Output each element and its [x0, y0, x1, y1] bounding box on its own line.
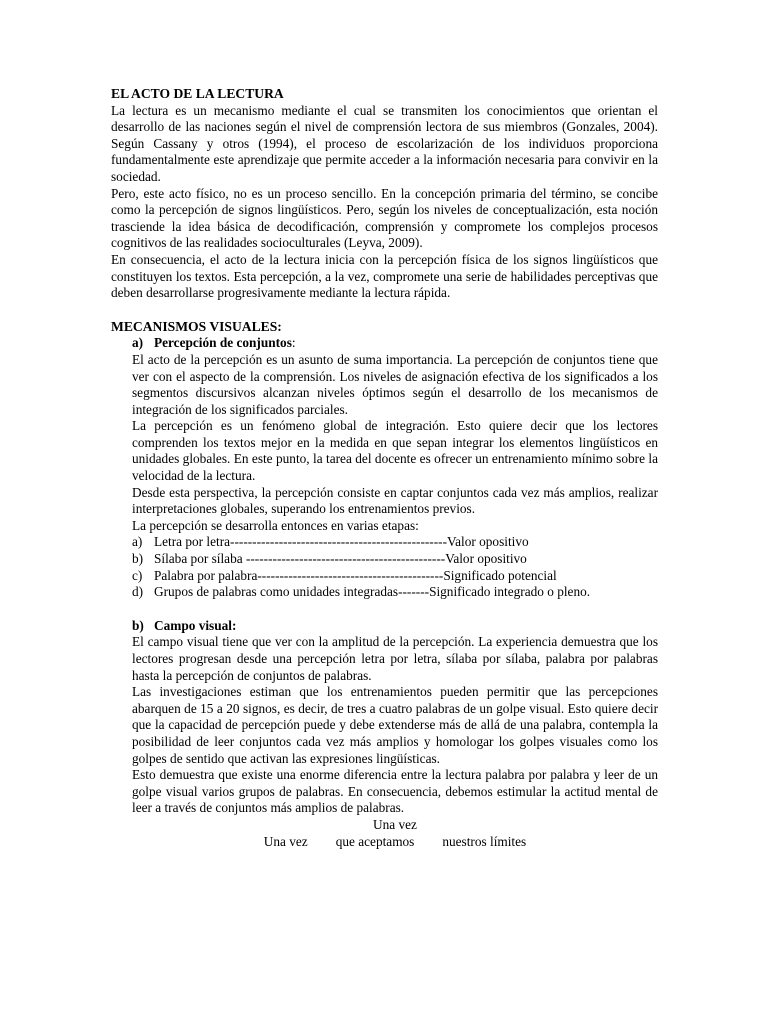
section-a-paragraph-1: El acto de la percepción es un asunto de suma importancia. La percepción de conjuntos tiene que ver con el aspecto de la comprensión. Los niveles de asignación efectiva de los significados a los segmentos discursivos alcanzan niveles óptimos según el desarrollo de los mecanismos de integración de los significados parciales.: [132, 351, 658, 417]
example-word-2: que aceptamos: [335, 833, 415, 849]
list-item: [132, 568, 658, 585]
example-word-1: Una vez: [263, 833, 308, 849]
stage-text-a: Letra por letra-------------------------------------------------Valor opositivo: [154, 534, 529, 550]
stage-label-b: b): [132, 551, 144, 567]
section-b-paragraph-2: Las investigaciones estiman que los entrenamientos pueden permitir que las percepciones abarquen de 15 a 20 signos, es decir, de tres a cuatro palabras de un golpe visual. Esto quiere decir que la capacidad de percepción puede y debe extenderse más de allá de una palabra, contempla la posibilidad de leer conjuntos cada vez más amplios y homologar los golpes visuales como los golpes de sentido que activan las expresiones lingüísticas.: [132, 684, 658, 766]
stage-label-a: a): [132, 534, 143, 550]
list-item: [132, 534, 658, 551]
example-line-1: Una vez: [373, 816, 417, 832]
section-a-label: a): [132, 335, 144, 351]
section-b-body: [132, 634, 658, 850]
section-b-label: b): [132, 617, 144, 633]
stage-label-d: d): [132, 584, 144, 600]
section-a-colon: :: [291, 335, 296, 351]
section-a-body: [132, 352, 658, 601]
section-a-paragraph-2: La percepción es un fenómeno global de integración. Esto quiere decir que los lectores comprenden los textos mejor en la medida en que sepan integrar los elementos lingüísticos en unidades globales. En este punto, la tarea del docente es ofrecer un entrenamiento mínimo sobre la velocidad de la lectura.: [132, 418, 658, 484]
section-a-title-wrap: [154, 335, 296, 352]
intro-paragraph-1: La lectura es un mecanismo mediante el cual se transmiten los conocimientos que orientan el desarrollo de las naciones según el nivel de comprensión lectora de sus miembros (Gonzales, 2004). Según Cassany y otros (1994), el proceso de escolarización de los individuos proporciona fundamentalmente este aprendizaje que permite acceder a la información necesaria para convivir en la sociedad.: [111, 102, 658, 184]
stages-list: [132, 534, 658, 600]
list-item: [132, 551, 658, 568]
mechanisms-heading: MECANISMOS VISUALES:: [111, 318, 282, 334]
section-b-paragraph-1: El campo visual tiene que ver con la amplitud de la percepción. La experiencia demuestra que los lectores progresan desde una percepción letra por letra, sílaba por sílaba, palabra por palabras hasta la percepción de conjuntos de palabras.: [132, 634, 658, 683]
document-title: EL ACTO DE LA LECTURA: [111, 86, 284, 101]
example-line-2: [132, 834, 658, 851]
section-b-heading: [132, 618, 658, 635]
spacer: [111, 601, 658, 618]
section-a-paragraph-3: Desde esta perspectiva, la percepción consiste en captar conjuntos cada vez más amplios, realizar interpretaciones globales, superando los entrenamientos previos.: [132, 484, 658, 517]
section-a-heading: [132, 335, 658, 352]
list-item: [132, 584, 658, 601]
section-b-title: Campo visual:: [154, 617, 237, 633]
section-a-paragraph-4: La percepción se desarrolla entonces en varias etapas:: [132, 517, 419, 533]
intro-paragraph-3: En consecuencia, el acto de la lectura inicia con la percepción física de los signos lingüísticos que constituyen los textos. Esta percepción, a la vez, compromete una serie de habilidades perceptivas que deben desarrollarse progresivamente mediante la lectura rápida.: [111, 251, 658, 301]
stage-text-c: Palabra por palabra------------------------------------------Significado potencial: [154, 567, 557, 583]
document-body: [111, 86, 658, 850]
stage-text-b: Sílaba por sílaba ---------------------------------------------Valor opositivo: [154, 551, 527, 567]
stage-text-d: Grupos de palabras como unidades integradas-------Significado integrado o pleno.: [154, 584, 591, 600]
section-b-paragraph-3: Esto demuestra que existe una enorme diferencia entre la lectura palabra por palabra y leer de un golpe visual varios grupos de palabras. En consecuencia, debemos estimular la actitud mental de leer a través de conjuntos más amplios de palabras.: [132, 767, 658, 816]
section-a-title: Percepción de conjuntos: [154, 335, 292, 351]
stage-label-c: c): [132, 567, 143, 583]
intro-paragraph-2: Pero, este acto físico, no es un proceso sencillo. En la concepción primaria del término, se concibe como la percepción de signos lingüísticos. Pero, según los niveles de conceptualización, esta noción trasciende la idea básica de decodificación, comprensión y compromete los complejos procesos cognitivos de las realidades socioculturales (Leyva, 2009).: [111, 185, 658, 251]
example-word-3: nuestros límites: [442, 833, 527, 849]
